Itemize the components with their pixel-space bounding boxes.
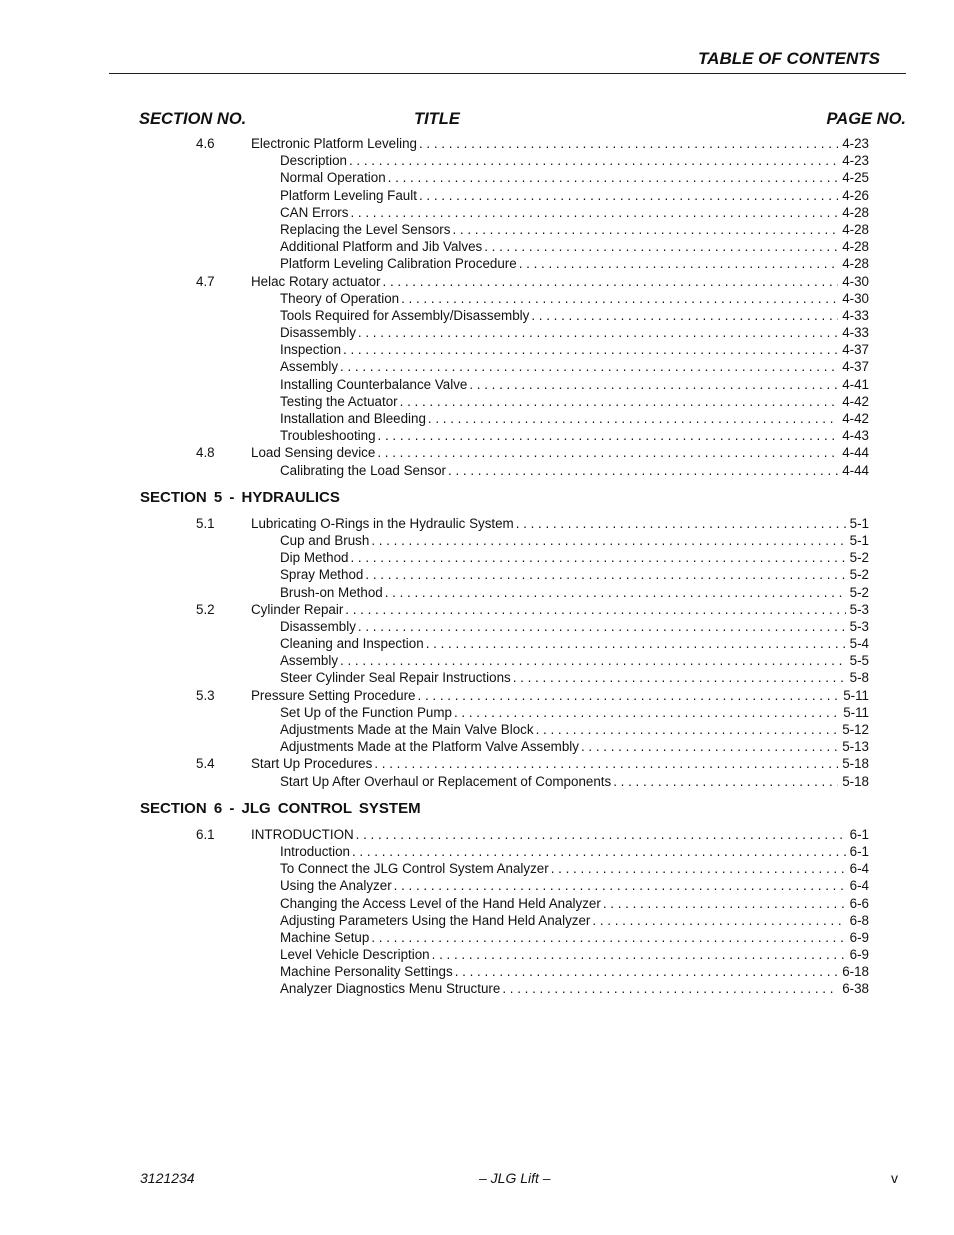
dot-leader: [519, 255, 838, 272]
toc-entry-line: [280, 427, 869, 444]
toc-entry-line: [280, 290, 869, 307]
toc-entry-page: 5-11: [843, 704, 869, 720]
dot-leader: [536, 721, 839, 738]
toc-entry-page: 4-37: [842, 342, 869, 358]
toc-entry-page: 5-12: [842, 722, 869, 737]
toc-entry[interactable]: [0, 187, 954, 204]
toc-entry-line: [280, 358, 869, 375]
toc-entry-title: Start Up After Overhaul or Replacement of Components: [280, 773, 612, 789]
toc-entry[interactable]: [0, 687, 954, 704]
toc-entry-line: [280, 738, 869, 755]
dot-leader: [343, 341, 838, 358]
toc-entry-page: 4-28: [842, 239, 869, 255]
toc-entry[interactable]: [0, 532, 954, 549]
dot-leader: [371, 929, 845, 946]
dot-leader: [345, 601, 845, 618]
toc-entry[interactable]: [0, 860, 954, 877]
dot-leader: [383, 273, 839, 290]
toc-entry-line: [280, 946, 869, 963]
toc-entry[interactable]: [0, 877, 954, 894]
dot-leader: [516, 515, 846, 532]
toc-entry-page: 4-28: [842, 221, 869, 237]
toc-entry[interactable]: [0, 895, 954, 912]
toc-entry-line: [280, 980, 869, 997]
toc-entry[interactable]: [0, 341, 954, 358]
toc-entry[interactable]: [0, 427, 954, 444]
toc-entry[interactable]: [0, 255, 954, 272]
toc-entry-line: [251, 826, 869, 843]
toc-entry[interactable]: [0, 980, 954, 997]
toc-entry[interactable]: [0, 515, 954, 532]
toc-entry-line: [280, 324, 869, 341]
toc-entry-number: 5.2: [196, 601, 215, 617]
toc-entry-page: 6-1: [849, 826, 869, 842]
dot-leader: [358, 324, 838, 341]
section-heading-text: SECTION 5 - HYDRAULICS: [140, 488, 340, 506]
toc-entry-title: Adjustments Made at the Platform Valve Assembly: [280, 739, 579, 755]
toc-entry-title: Installing Counterbalance Valve: [280, 376, 468, 392]
toc-entry-title: INTRODUCTION: [251, 826, 354, 842]
toc-entry-title: Description: [280, 153, 347, 169]
toc-entry[interactable]: [0, 963, 954, 980]
toc-entry-line: [280, 912, 869, 929]
toc-entry-line: [251, 515, 869, 532]
dot-leader: [592, 912, 845, 929]
toc-entry-page: 4-37: [842, 359, 869, 375]
toc-entry-line: [280, 393, 869, 410]
toc-entry-title: CAN Errors: [280, 204, 349, 220]
toc-entry-page: 4-23: [842, 136, 869, 151]
toc-entry-title: Assembly: [280, 653, 339, 669]
toc-entry[interactable]: [0, 704, 954, 721]
toc-entry-title: Troubleshooting: [280, 428, 376, 444]
toc-entry[interactable]: [0, 946, 954, 963]
toc-entry-page: 5-2: [849, 584, 869, 600]
column-heading-section: SECTION NO.: [139, 110, 247, 128]
dot-leader: [455, 963, 839, 980]
toc-entry-page: 4-43: [842, 428, 869, 444]
dot-leader: [502, 980, 838, 997]
toc-entry-title: Cleaning and Inspection: [280, 636, 424, 652]
toc-entry[interactable]: [0, 912, 954, 929]
toc-entry-title: Adjustments Made at the Main Valve Block: [280, 722, 534, 737]
toc-entry[interactable]: [0, 221, 954, 238]
toc-entry-number: 4.8: [196, 445, 215, 461]
toc-entry-page: 4-28: [842, 256, 869, 272]
toc-entry-number: 5.4: [196, 756, 215, 772]
toc-entry-title: Replacing the Level Sensors: [280, 221, 451, 237]
toc-entry-line: [280, 410, 869, 427]
toc-entry[interactable]: [0, 566, 954, 583]
toc-entry-title: Cylinder Repair: [251, 601, 344, 617]
toc-entry-line: [280, 895, 869, 912]
toc-entry-title: Level Vehicle Description: [280, 947, 430, 963]
toc-entry[interactable]: [0, 462, 954, 479]
toc-entry-line: [280, 584, 869, 601]
header-rule: [109, 73, 906, 74]
dot-leader: [426, 635, 846, 652]
toc-entry-line: [280, 307, 869, 324]
toc-entry-title: Machine Setup: [280, 929, 370, 945]
toc-entry[interactable]: [0, 152, 954, 169]
toc-entry-title: Adjusting Parameters Using the Hand Held Analyzer: [280, 912, 591, 928]
dot-leader: [365, 566, 845, 583]
dot-leader: [374, 755, 838, 772]
dot-leader: [385, 584, 846, 601]
toc-entry[interactable]: [0, 307, 954, 324]
toc-entry-page: 6-6: [849, 895, 869, 911]
toc-entry-line: [251, 601, 869, 618]
toc-entry[interactable]: [0, 652, 954, 669]
toc-entry[interactable]: [0, 169, 954, 186]
toc-entry-page: 5-2: [849, 567, 869, 583]
toc-entry-line: [251, 444, 869, 461]
toc-entry-line: [251, 687, 869, 704]
dot-leader: [340, 652, 846, 669]
toc-entry-title: Lubricating O-Rings in the Hydraulic System: [251, 515, 514, 531]
toc-entry-line: [280, 843, 869, 860]
dot-leader: [513, 669, 846, 686]
dot-leader: [349, 152, 838, 169]
toc-entry-line: [280, 877, 869, 894]
toc-entry-line: [280, 773, 869, 790]
toc-entry[interactable]: [0, 238, 954, 255]
toc-entry-page: 4-23: [842, 153, 869, 169]
toc-entry-title: Brush-on Method: [280, 584, 383, 600]
toc-entry-title: Analyzer Diagnostics Menu Structure: [280, 981, 501, 997]
toc-entry-page: 4-41: [842, 376, 869, 392]
toc-entry-page: 4-30: [842, 290, 869, 306]
toc-entry-page: 5-2: [849, 550, 869, 566]
toc-entry-page: 4-25: [842, 170, 869, 186]
toc-entry[interactable]: [0, 204, 954, 221]
toc-entry-line: [280, 187, 869, 204]
toc-entry-page: 5-11: [843, 687, 869, 703]
toc-entry-page: 5-4: [849, 636, 869, 652]
toc-entry-page: 6-9: [849, 947, 869, 963]
toc-entry-line: [280, 929, 869, 946]
dot-leader: [484, 238, 838, 255]
toc-entry-title: Cup and Brush: [280, 532, 370, 548]
footer-center-text: – JLG Lift –: [479, 1170, 551, 1186]
toc-entry[interactable]: [0, 135, 954, 152]
toc-entry[interactable]: [0, 721, 954, 738]
toc-entry-title: Pressure Setting Procedure: [251, 687, 416, 703]
toc-entry-line: [280, 238, 869, 255]
toc-entry[interactable]: [0, 273, 954, 290]
toc-entry[interactable]: [0, 324, 954, 341]
toc-entry-line: [280, 204, 869, 221]
dot-leader: [469, 376, 838, 393]
toc-entry-line: [280, 255, 869, 272]
toc-entry-line: [280, 963, 869, 980]
dot-leader: [350, 549, 845, 566]
toc-entry-line: [280, 221, 869, 238]
toc-entry[interactable]: [0, 358, 954, 375]
toc-entry-title: Set Up of the Function Pump: [280, 704, 452, 720]
toc-entry-line: [251, 273, 869, 290]
dot-leader: [352, 843, 846, 860]
toc-entry-title: Spray Method: [280, 567, 364, 583]
dot-leader: [394, 877, 846, 894]
dot-leader: [400, 393, 839, 410]
toc-entry-page: 4-42: [842, 411, 869, 426]
toc-entry-title: Calibrating the Load Sensor: [280, 462, 447, 478]
toc-entry-line: [280, 462, 869, 479]
toc-entry-title: Theory of Operation: [280, 290, 400, 306]
dot-leader: [432, 946, 846, 963]
toc-entry-page: 5-3: [849, 601, 869, 617]
toc-entry-page: 6-1: [849, 843, 869, 859]
toc-entry-title: Disassembly: [280, 618, 356, 634]
column-heading-page: PAGE NO.: [826, 110, 906, 128]
toc-entry-line: [280, 635, 869, 652]
toc-entry-line: [280, 566, 869, 583]
toc-entry-title: Assembly: [280, 359, 339, 375]
toc-entry-page: 6-38: [842, 981, 869, 997]
table-of-contents: [0, 135, 954, 998]
toc-entry-title: Electronic Platform Leveling: [251, 136, 417, 151]
dot-leader: [371, 532, 845, 549]
toc-entry-title: Helac Rotary actuator: [251, 273, 381, 289]
toc-entry-line: [280, 652, 869, 669]
section-heading: [0, 489, 954, 515]
toc-entry-page: 4-44: [842, 445, 869, 461]
toc-entry-line: [280, 532, 869, 549]
toc-entry-page: 4-44: [842, 462, 869, 478]
toc-entry-page: 4-28: [842, 204, 869, 220]
toc-entry-line: [280, 860, 869, 877]
toc-entry[interactable]: [0, 755, 954, 772]
toc-entry-number: 4.6: [196, 136, 215, 151]
dot-leader: [401, 290, 838, 307]
toc-entry[interactable]: [0, 738, 954, 755]
dot-leader: [428, 410, 838, 427]
toc-entry-title: Normal Operation: [280, 170, 386, 186]
toc-entry-page: 4-33: [842, 325, 869, 341]
toc-entry-page: 4-30: [842, 273, 869, 289]
toc-entry[interactable]: [0, 444, 954, 461]
toc-entry-page: 4-26: [842, 187, 869, 203]
toc-entry-page: 5-1: [849, 532, 869, 548]
dot-leader: [581, 738, 838, 755]
dot-leader: [448, 462, 838, 479]
toc-entry-number: 6.1: [196, 826, 215, 842]
toc-entry-title: Testing the Actuator: [280, 393, 398, 409]
toc-entry[interactable]: [0, 773, 954, 790]
section-heading-text: SECTION 6 - JLG CONTROL SYSTEM: [140, 799, 421, 817]
toc-entry-title: Machine Personality Settings: [280, 964, 453, 980]
toc-entry[interactable]: [0, 843, 954, 860]
toc-entry-page: 5-3: [849, 618, 869, 634]
dot-leader: [419, 135, 838, 152]
dot-leader: [378, 427, 839, 444]
toc-entry-title: Dip Method: [280, 550, 349, 566]
toc-entry-line: [280, 152, 869, 169]
dot-leader: [452, 221, 838, 238]
toc-entry-title: Tools Required for Assembly/Disassembly: [280, 307, 530, 323]
toc-entry[interactable]: [0, 618, 954, 635]
toc-entry[interactable]: [0, 669, 954, 686]
toc-entry[interactable]: [0, 635, 954, 652]
page-header-title: TABLE OF CONTENTS: [698, 49, 880, 68]
dot-leader: [350, 204, 838, 221]
dot-leader: [419, 187, 838, 204]
dot-leader: [377, 444, 838, 461]
toc-entry-title: Start Up Procedures: [251, 756, 373, 772]
footer-doc-number: 3121234: [140, 1170, 195, 1186]
dot-leader: [603, 895, 846, 912]
toc-entry-title: Introduction: [280, 843, 350, 859]
toc-entry[interactable]: [0, 549, 954, 566]
toc-entry-line: [280, 169, 869, 186]
dot-leader: [340, 358, 838, 375]
toc-entry[interactable]: [0, 376, 954, 393]
toc-entry-page: 5-18: [842, 773, 869, 789]
toc-entry-line: [280, 704, 869, 721]
toc-entry[interactable]: [0, 826, 954, 843]
toc-entry-title: Platform Leveling Calibration Procedure: [280, 256, 517, 272]
toc-entry-line: [280, 721, 869, 738]
toc-entry-page: 5-13: [842, 739, 869, 755]
toc-entry-title: Using the Analyzer: [280, 878, 392, 894]
column-heading-title: TITLE: [414, 110, 460, 128]
toc-entry-page: 6-9: [849, 929, 869, 945]
dot-leader: [388, 169, 839, 186]
toc-entry-page: 6-4: [849, 878, 869, 894]
toc-entry-page: 6-8: [849, 912, 869, 928]
toc-entry-page: 5-18: [842, 756, 869, 772]
toc-entry-line: [280, 669, 869, 686]
dot-leader: [418, 687, 840, 704]
toc-entry-page: 4-33: [842, 307, 869, 323]
footer-page-number: v: [891, 1170, 898, 1186]
toc-entry-page: 5-5: [849, 653, 869, 669]
toc-entry[interactable]: [0, 410, 954, 427]
toc-entry-title: To Connect the JLG Control System Analyzer: [280, 861, 549, 877]
dot-leader: [531, 307, 838, 324]
dot-leader: [551, 860, 846, 877]
dot-leader: [454, 704, 839, 721]
toc-entry-title: Changing the Access Level of the Hand Held Analyzer: [280, 895, 601, 911]
toc-entry[interactable]: [0, 393, 954, 410]
dot-leader: [358, 618, 846, 635]
toc-entry-line: [280, 618, 869, 635]
toc-entry[interactable]: [0, 601, 954, 618]
toc-entry-page: 4-42: [842, 393, 869, 409]
toc-entry-number: 5.1: [196, 515, 215, 531]
section-heading: [0, 800, 954, 826]
toc-entry-title: Additional Platform and Jib Valves: [280, 239, 483, 255]
toc-entry-line: [251, 755, 869, 772]
toc-entry-line: [280, 549, 869, 566]
toc-entry-title: Platform Leveling Fault: [280, 187, 417, 203]
toc-entry-page: 5-1: [849, 515, 869, 531]
toc-entry-page: 5-8: [849, 670, 869, 686]
toc-entry-page: 6-4: [849, 861, 869, 877]
dot-leader: [613, 773, 838, 790]
dot-leader: [356, 826, 846, 843]
toc-entry-line: [280, 341, 869, 358]
toc-entry-line: [251, 135, 869, 152]
toc-entry-number: 5.3: [196, 687, 215, 703]
toc-entry-number: 4.7: [196, 273, 215, 289]
toc-entry-title: Disassembly: [280, 325, 356, 341]
toc-entry[interactable]: [0, 584, 954, 601]
toc-entry-title: Load Sensing device: [251, 445, 376, 461]
toc-entry-page: 6-18: [842, 964, 869, 980]
toc-entry[interactable]: [0, 929, 954, 946]
toc-entry-title: Installation and Bleeding: [280, 411, 426, 426]
toc-entry-title: Steer Cylinder Seal Repair Instructions: [280, 670, 511, 686]
toc-entry[interactable]: [0, 290, 954, 307]
toc-entry-line: [280, 376, 869, 393]
toc-entry-title: Inspection: [280, 342, 342, 358]
